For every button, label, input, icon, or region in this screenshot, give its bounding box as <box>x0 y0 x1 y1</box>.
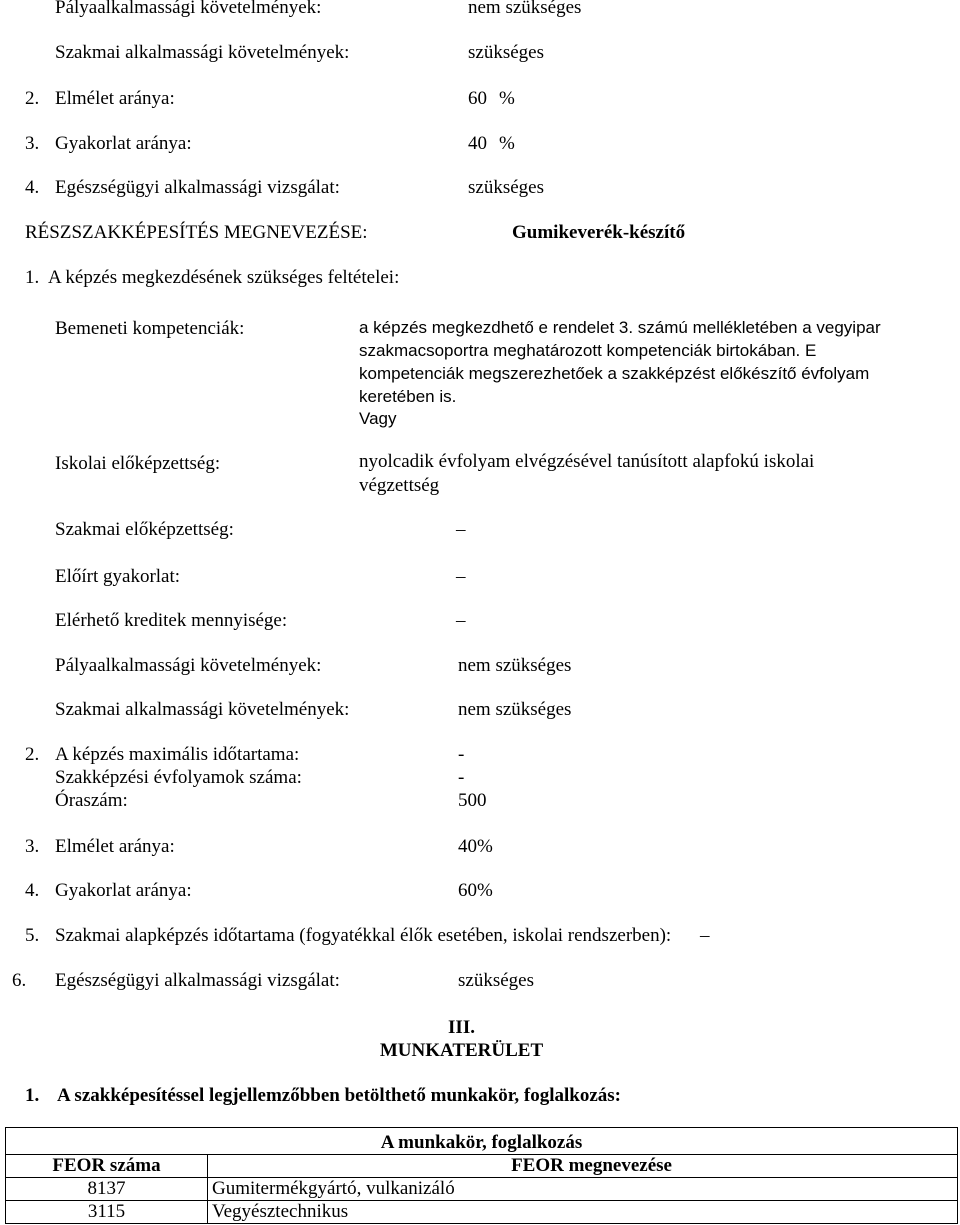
feor-name: Vegyésztechnikus <box>208 1201 958 1224</box>
feor-code: 3115 <box>6 1201 208 1224</box>
szakmai-elokepzettseg-label: Szakmai előképzettség: <box>55 519 234 540</box>
egeszseg-num-1: 4. <box>25 177 40 198</box>
table-row <box>6 1178 958 1201</box>
max-idotartam-label: A képzés maximális időtartama: <box>55 744 300 765</box>
szakmai-alk-label-1: Szakmai alkalmassági követelmények: <box>55 42 350 63</box>
gyakorlat-value-1: 40 <box>468 133 487 154</box>
palya-value-2: nem szükséges <box>458 655 572 676</box>
chapter-roman: III. <box>448 1017 475 1038</box>
palya-label-2: Pályaalkalmassági követelmények: <box>55 655 322 676</box>
oraszam-value: 500 <box>458 790 487 811</box>
bemeneti-text: a képzés megkezdhető e rendelet 3. számú mellékletében a vegyipar szakmacsoportra meghatározott kompetenciák birtokában. E kompetenciák megszerezhetőek a szakképzést előkészítő évfolyam keretében is. <box>359 318 881 406</box>
alapkepzes-value: – <box>700 925 710 946</box>
iskolai-text: nyolcadik évfolyam elvégzésével tanúsított alapfokú iskolai végzettség <box>359 451 815 496</box>
chapter-title: MUNKATERÜLET <box>379 1040 544 1061</box>
elmelet-label-2: Elmélet aránya: <box>55 836 175 857</box>
feltetelek-title: A képzés megkezdésének szükséges feltételei: <box>48 267 400 288</box>
bemeneti-label: Bemeneti kompetenciák: <box>55 318 245 339</box>
vagy-text: Vagy <box>359 409 397 428</box>
oraszam-label: Óraszám: <box>55 790 128 811</box>
table-row <box>6 1201 958 1224</box>
eloirt-gyakorlat-value: – <box>456 566 466 587</box>
elmelet-value-2: 40% <box>458 836 493 857</box>
alapkepzes-num: 5. <box>25 925 40 946</box>
szakmai-alk-label-2: Szakmai alkalmassági követelmények: <box>55 699 350 720</box>
egeszseg-value-1: szükséges <box>468 177 544 198</box>
egeszseg-label-2: Egészségügyi alkalmassági vizsgálat: <box>55 970 340 991</box>
feor-code: 8137 <box>6 1178 208 1201</box>
gyakorlat-value-2: 60% <box>458 880 493 901</box>
reszszakkepesites-value: Gumikeverék-készítő <box>512 222 686 243</box>
gyakorlat-label-1: Gyakorlat aránya: <box>55 133 192 154</box>
feor-code-header: FEOR száma <box>6 1155 208 1178</box>
egeszseg-num-2: 6. <box>12 970 27 991</box>
kredit-value: – <box>456 610 466 631</box>
alapkepzes-label: Szakmai alapképzés időtartama (fogyatékkal élők esetében, iskolai rendszerben): <box>55 925 672 946</box>
reszszakkepesites-label: RÉSZSZAKKÉPESÍTÉS MEGNEVEZÉSE: <box>25 222 368 243</box>
feor-caption-row <box>6 1128 958 1155</box>
feor-name: Gumitermékgyártó, vulkanizáló <box>208 1178 958 1201</box>
feor-header-row <box>6 1155 958 1178</box>
eloirt-gyakorlat-label: Előírt gyakorlat: <box>55 566 181 587</box>
feor-caption: A munkakör, foglalkozás <box>6 1128 958 1155</box>
elmelet-label-1: Elmélet aránya: <box>55 88 175 109</box>
elmelet-value-1: 60 <box>468 88 487 109</box>
palya-label-1: Pályaalkalmassági követelmények: <box>55 0 322 18</box>
munkakor-num: 1. <box>25 1085 40 1106</box>
elmelet-num-2: 3. <box>25 836 40 857</box>
egeszseg-label-1: Egészségügyi alkalmassági vizsgálat: <box>55 177 340 198</box>
szakmai-elokepzettseg-value: – <box>456 519 466 540</box>
evfolyamok-label: Szakképzési évfolyamok száma: <box>55 767 302 788</box>
szakmai-alk-value-2: nem szükséges <box>458 699 572 720</box>
elmelet-unit-1: % <box>499 88 515 109</box>
gyakorlat-num-1: 3. <box>25 133 40 154</box>
egeszseg-value-2: szükséges <box>458 970 534 991</box>
iskolai-label: Iskolai előképzettség: <box>55 453 221 474</box>
munkakor-title: A szakképesítéssel legjellemzőbben betölthető munkakör, foglalkozás: <box>57 1085 622 1106</box>
max-idotartam-value: - <box>458 744 465 765</box>
evfolyamok-value: - <box>458 767 465 788</box>
kredit-label: Elérhető kreditek mennyisége: <box>55 610 288 631</box>
gyakorlat-unit-1: % <box>499 133 515 154</box>
gyakorlat-label-2: Gyakorlat aránya: <box>55 880 192 901</box>
elmelet-num-1: 2. <box>25 88 40 109</box>
gyakorlat-num-2: 4. <box>25 880 40 901</box>
feor-table <box>5 1127 958 1224</box>
feor-name-header: FEOR megnevezése <box>208 1155 958 1178</box>
szakmai-alk-value-1: szükséges <box>468 42 544 63</box>
palya-value-1: nem szükséges <box>468 0 582 18</box>
idotartam-num: 2. <box>25 744 40 765</box>
feltetelek-num: 1. <box>25 267 40 288</box>
